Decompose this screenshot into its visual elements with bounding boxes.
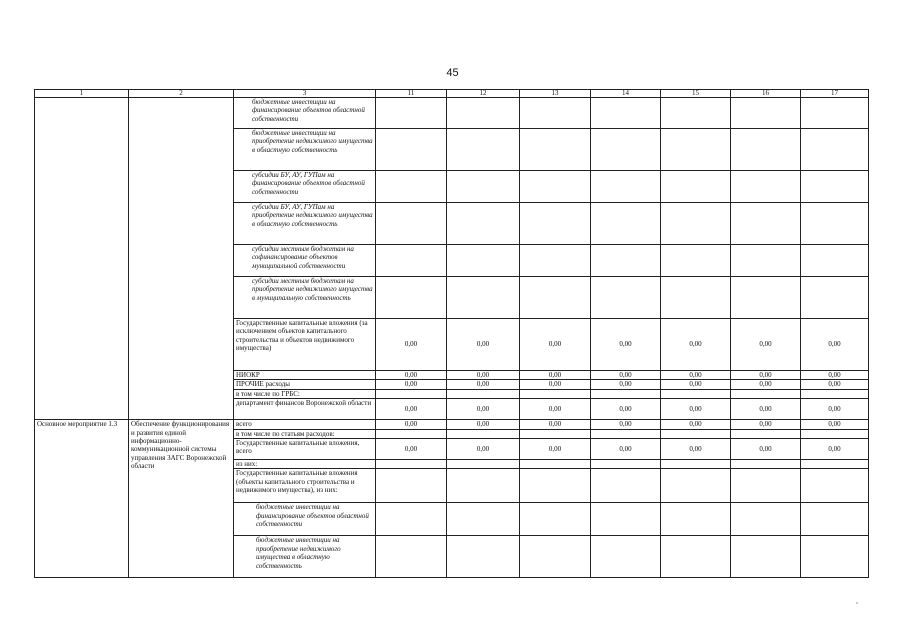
- expense-label: Государственные капитальные вложения (за исключением объектов капитального строительства и объектов недвижимого имущества): [234, 319, 376, 371]
- value-cell: [376, 389, 447, 398]
- value-cell: 0,00: [591, 439, 661, 460]
- value-cell: [520, 245, 591, 277]
- measure-description-cell: Обеспечение функционирования и развития единой информационно-коммуникационной системы управления ЗАГС Воронежской области: [129, 420, 234, 578]
- value-cell: [591, 98, 661, 129]
- expense-label: субсидии БУ, АУ, ГУПам на приобретение недвижимого имущества в областную собственность: [234, 203, 376, 245]
- value-cell: 0,00: [731, 371, 801, 380]
- value-cell: [447, 98, 520, 129]
- expense-label: в том числе по ГРБС:: [234, 389, 376, 398]
- value-cell: [731, 129, 801, 171]
- value-cell: 0,00: [661, 439, 731, 460]
- value-cell: 0,00: [801, 399, 869, 420]
- value-cell: [661, 503, 731, 536]
- value-cell: [661, 277, 731, 319]
- value-cell: 0,00: [447, 380, 520, 389]
- column-header: 2: [129, 90, 234, 98]
- value-cell: [591, 277, 661, 319]
- value-cell: [731, 277, 801, 319]
- activity-cell-empty: [35, 98, 129, 420]
- value-cell: 0,00: [801, 371, 869, 380]
- value-cell: [447, 460, 520, 469]
- budget-table: [34, 89, 869, 578]
- value-cell: 0,00: [801, 439, 869, 460]
- expense-label: из них:: [234, 460, 376, 469]
- value-cell: [520, 503, 591, 536]
- value-cell: 0,00: [447, 420, 520, 429]
- expense-label: бюджетные инвестиции на приобретение недвижимого имущества в областную собственность: [234, 129, 376, 171]
- value-cell: [520, 460, 591, 469]
- value-cell: [801, 469, 869, 503]
- value-cell: [801, 245, 869, 277]
- value-cell: [661, 98, 731, 129]
- value-cell: [376, 277, 447, 319]
- value-cell: [591, 129, 661, 171]
- value-cell: 0,00: [591, 420, 661, 429]
- value-cell: [661, 536, 731, 578]
- value-cell: 0,00: [661, 319, 731, 371]
- value-cell: [376, 460, 447, 469]
- value-cell: [801, 389, 869, 398]
- value-cell: 0,00: [661, 371, 731, 380]
- expense-label: субсидии местным бюджетам на софинансирование объектов муниципальной собственности: [234, 245, 376, 277]
- value-cell: [447, 429, 520, 438]
- value-cell: [520, 98, 591, 129]
- value-cell: [801, 536, 869, 578]
- value-cell: [801, 460, 869, 469]
- value-cell: [801, 503, 869, 536]
- value-cell: [801, 98, 869, 129]
- value-cell: 0,00: [801, 380, 869, 389]
- value-cell: 0,00: [447, 319, 520, 371]
- value-cell: [447, 469, 520, 503]
- value-cell: [520, 129, 591, 171]
- value-cell: [376, 171, 447, 203]
- value-cell: [661, 245, 731, 277]
- value-cell: [731, 460, 801, 469]
- value-cell: [447, 503, 520, 536]
- expense-label: Государственные капитальные вложения, всего: [234, 439, 376, 460]
- value-cell: [520, 429, 591, 438]
- value-cell: [376, 98, 447, 129]
- column-header: 1: [35, 90, 129, 98]
- scan-speck: [856, 602, 858, 604]
- value-cell: [591, 245, 661, 277]
- value-cell: [376, 203, 447, 245]
- value-cell: [591, 389, 661, 398]
- value-cell: [591, 460, 661, 469]
- value-cell: [447, 277, 520, 319]
- value-cell: [520, 203, 591, 245]
- value-cell: [591, 429, 661, 438]
- value-cell: [520, 277, 591, 319]
- column-header: 16: [731, 90, 801, 98]
- value-cell: [661, 429, 731, 438]
- value-cell: [731, 245, 801, 277]
- value-cell: [376, 469, 447, 503]
- value-cell: [376, 245, 447, 277]
- column-header: 17: [801, 90, 869, 98]
- value-cell: [801, 129, 869, 171]
- expense-label: Государственные капитальные вложения (объекты капитального строительства и недвижимого имущества), из них:: [234, 469, 376, 503]
- column-header: 11: [376, 90, 447, 98]
- value-cell: [447, 389, 520, 398]
- description-cell-empty: [129, 98, 234, 420]
- value-cell: [447, 203, 520, 245]
- value-cell: [591, 536, 661, 578]
- value-cell: [731, 98, 801, 129]
- value-cell: [447, 129, 520, 171]
- value-cell: 0,00: [801, 319, 869, 371]
- value-cell: 0,00: [520, 420, 591, 429]
- value-cell: 0,00: [376, 420, 447, 429]
- value-cell: 0,00: [447, 371, 520, 380]
- value-cell: [731, 469, 801, 503]
- value-cell: 0,00: [376, 399, 447, 420]
- value-cell: [661, 469, 731, 503]
- value-cell: 0,00: [376, 439, 447, 460]
- column-header: 15: [661, 90, 731, 98]
- value-cell: [661, 171, 731, 203]
- value-cell: 0,00: [731, 399, 801, 420]
- value-cell: 0,00: [376, 319, 447, 371]
- expense-label: департамент финансов Воронежской области: [234, 399, 376, 420]
- measure-name-cell: Основное мероприятие 1.3: [35, 420, 129, 578]
- value-cell: [661, 389, 731, 398]
- value-cell: [447, 171, 520, 203]
- value-cell: 0,00: [731, 420, 801, 429]
- column-header: 12: [447, 90, 520, 98]
- expense-label: всего: [234, 420, 376, 429]
- value-cell: [520, 469, 591, 503]
- value-cell: 0,00: [801, 420, 869, 429]
- value-cell: 0,00: [520, 380, 591, 389]
- value-cell: [801, 171, 869, 203]
- value-cell: [731, 171, 801, 203]
- value-cell: [731, 503, 801, 536]
- header-row: [35, 90, 869, 98]
- expense-label: субсидии БУ, АУ, ГУПам на финансирование объектов областной собственности: [234, 171, 376, 203]
- value-cell: [520, 389, 591, 398]
- value-cell: 0,00: [447, 439, 520, 460]
- value-cell: 0,00: [731, 439, 801, 460]
- column-header: 3: [234, 90, 376, 98]
- value-cell: 0,00: [591, 380, 661, 389]
- value-cell: 0,00: [520, 439, 591, 460]
- value-cell: [376, 429, 447, 438]
- expense-label: в том числе по статьям расходов:: [234, 429, 376, 438]
- value-cell: [591, 469, 661, 503]
- value-cell: [376, 503, 447, 536]
- value-cell: [520, 536, 591, 578]
- table-row: [35, 98, 869, 129]
- expense-label: бюджетные инвестиции на приобретение недвижимого имущества в областную собственность: [234, 536, 376, 578]
- value-cell: [591, 503, 661, 536]
- column-header: 13: [520, 90, 591, 98]
- value-cell: [591, 171, 661, 203]
- value-cell: 0,00: [520, 319, 591, 371]
- expense-label: субсидии местным бюджетам на приобретение недвижимого имущества в муниципальную собственность: [234, 277, 376, 319]
- value-cell: [520, 171, 591, 203]
- value-cell: 0,00: [520, 399, 591, 420]
- value-cell: [447, 245, 520, 277]
- value-cell: [661, 203, 731, 245]
- value-cell: [801, 429, 869, 438]
- value-cell: 0,00: [591, 319, 661, 371]
- page-number: 45: [446, 67, 459, 79]
- expense-label: бюджетные инвестиции на финансирование объектов областной собственности: [234, 98, 376, 129]
- value-cell: 0,00: [661, 399, 731, 420]
- value-cell: [376, 536, 447, 578]
- value-cell: [376, 129, 447, 171]
- value-cell: [731, 203, 801, 245]
- value-cell: 0,00: [591, 399, 661, 420]
- table-row: [35, 420, 869, 429]
- column-header: 14: [591, 90, 661, 98]
- value-cell: [801, 203, 869, 245]
- value-cell: 0,00: [447, 399, 520, 420]
- value-cell: 0,00: [520, 371, 591, 380]
- value-cell: 0,00: [376, 371, 447, 380]
- expense-label: ПРОЧИЕ расходы: [234, 380, 376, 389]
- value-cell: [731, 429, 801, 438]
- value-cell: [731, 389, 801, 398]
- value-cell: [801, 277, 869, 319]
- value-cell: [731, 536, 801, 578]
- value-cell: [661, 129, 731, 171]
- value-cell: 0,00: [731, 319, 801, 371]
- expense-label: НИОКР: [234, 371, 376, 380]
- value-cell: 0,00: [661, 420, 731, 429]
- value-cell: 0,00: [731, 380, 801, 389]
- expense-label: бюджетные инвестиции на финансирование объектов областной собственности: [234, 503, 376, 536]
- value-cell: 0,00: [376, 380, 447, 389]
- value-cell: [591, 203, 661, 245]
- value-cell: [447, 536, 520, 578]
- value-cell: 0,00: [591, 371, 661, 380]
- value-cell: 0,00: [661, 380, 731, 389]
- value-cell: [661, 460, 731, 469]
